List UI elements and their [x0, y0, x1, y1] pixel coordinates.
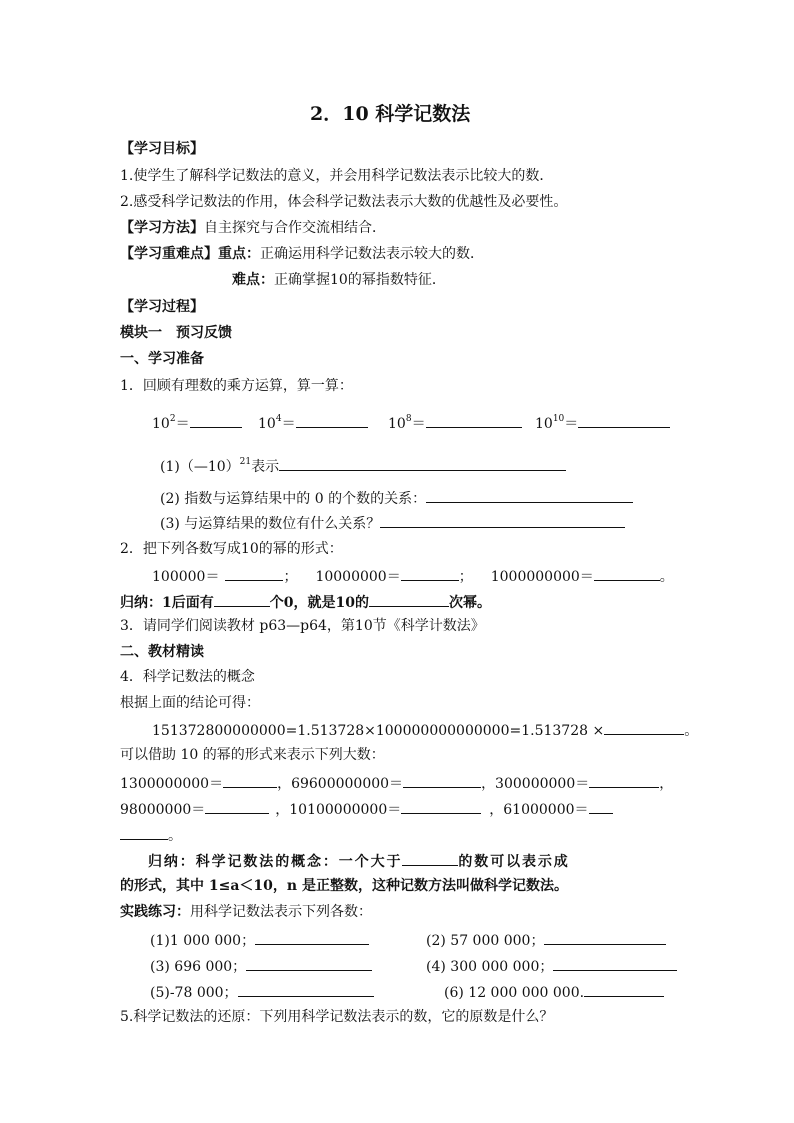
- practice-text: 用科学记数法表示下列各数：: [190, 904, 372, 920]
- equation-text: 151372800000000=1.513728×100000000000000=1.513728 ×: [152, 723, 605, 739]
- diff-text: 正确掌握10的幂指数特征．: [274, 272, 446, 288]
- answer-blank[interactable]: [578, 413, 670, 428]
- practice-item-2: [426, 930, 666, 950]
- answer-blank[interactable]: [401, 799, 481, 814]
- separator: ；: [283, 569, 298, 585]
- number-item: ，61000000＝: [489, 802, 589, 818]
- question-1: 1．回顾有理数的乘方运算，算一算：: [120, 378, 353, 394]
- section1-heading: 一、学习准备: [120, 351, 204, 367]
- large-numbers-row-1: [120, 773, 673, 793]
- practice-header: [120, 903, 372, 921]
- answer-blank[interactable]: [544, 930, 666, 945]
- keypoints-heading: 【学习重难点】: [120, 246, 218, 262]
- power-1: [152, 413, 242, 433]
- power-3: [388, 413, 522, 433]
- sub2-text: (2) 指数与运算结果中的 0 的个数的关系：: [160, 491, 427, 507]
- question-4: 4．科学记数法的概念: [120, 669, 255, 685]
- sub1-expression: (1)（—10）: [160, 459, 240, 475]
- power-base: 10: [388, 416, 406, 432]
- sub-question-1: [160, 456, 566, 476]
- answer-blank[interactable]: [426, 413, 522, 428]
- definition-text: 的数可以表示成: [458, 854, 570, 870]
- practice-label: (2) 57 000 000；: [426, 933, 545, 949]
- definition-text: 归纳：科学记数法的概念：一个大于: [148, 854, 403, 870]
- sub-question-2: [160, 488, 633, 508]
- section2-heading: 二、教材精读: [120, 644, 204, 660]
- power-exponent: 8: [405, 414, 412, 424]
- practice-item-4: [426, 956, 677, 976]
- answer-blank[interactable]: [255, 930, 369, 945]
- answer-blank[interactable]: [589, 799, 613, 814]
- practice-label: (4) 300 000 000；: [426, 959, 554, 975]
- answer-blank[interactable]: [279, 456, 566, 471]
- number-item: ，300000000＝: [481, 776, 590, 792]
- keypoint-line: [120, 245, 484, 263]
- equation-line: [152, 720, 698, 740]
- equals-sign: ＝: [411, 416, 426, 432]
- key-text: 正确运用科学记数法表示较大的数．: [260, 246, 484, 262]
- number-item: 98000000＝: [120, 802, 206, 818]
- sub3-text: (3) 与运算结果的数位有什么关系？: [160, 516, 381, 532]
- question-2-items: [152, 566, 674, 586]
- large-numbers-row-3: [120, 825, 182, 845]
- q2-item: 1000000000＝: [490, 569, 594, 585]
- answer-blank[interactable]: [205, 799, 269, 814]
- page-title: 2．10 科学记数法: [310, 103, 471, 125]
- power-base: 10: [535, 416, 553, 432]
- practice-label: 实践练习：: [120, 904, 190, 920]
- process-heading: 【学习过程】: [120, 299, 204, 315]
- separator: ，: [659, 776, 674, 792]
- answer-blank[interactable]: [403, 773, 481, 788]
- power-exponent: 2: [169, 414, 176, 424]
- power-2: [258, 413, 368, 433]
- practice-item-3: [150, 956, 372, 976]
- diff-label: 难点：: [232, 272, 274, 288]
- question-2: 2．把下列各数写成10的幂的形式：: [120, 541, 343, 557]
- answer-blank[interactable]: [369, 592, 449, 607]
- sub-question-3: [160, 513, 625, 533]
- summary-text: 次幂。: [448, 595, 491, 611]
- difficulty-line: [232, 271, 446, 289]
- method-heading: 【学习方法】: [120, 220, 204, 236]
- answer-blank[interactable]: [214, 592, 270, 607]
- answer-blank[interactable]: [594, 566, 660, 581]
- summary-text: 个0，就是10的: [269, 595, 369, 611]
- answer-blank[interactable]: [380, 513, 625, 528]
- answer-blank[interactable]: [238, 982, 374, 997]
- number-item: 1300000000＝: [120, 776, 224, 792]
- objective-1: 1.使学生了解科学记数法的意义，并会用科学记数法表示比较大的数．: [120, 168, 554, 184]
- answer-blank[interactable]: [190, 413, 242, 428]
- answer-blank[interactable]: [225, 566, 283, 581]
- answer-blank[interactable]: [296, 413, 368, 428]
- power-base: 10: [152, 416, 170, 432]
- objective-2: 2.感受科学记数法的作用，体会科学记数法表示大数的优越性及必要性。: [120, 194, 568, 210]
- practice-label: (6) 12 000 000 000.: [444, 985, 585, 1001]
- answer-blank[interactable]: [246, 956, 372, 971]
- large-numbers-row-2: [120, 799, 613, 819]
- module1-heading: 模块一 预习反馈: [120, 325, 232, 341]
- answer-blank[interactable]: [553, 956, 677, 971]
- power-4: [535, 413, 670, 433]
- practice-item-6: [444, 982, 664, 1002]
- practice-label: (3) 696 000；: [150, 959, 247, 975]
- question-5: 5.科学记数法的还原：下列用科学记数法表示的数，它的原数是什么？: [120, 1009, 554, 1025]
- equals-sign: ＝: [564, 416, 579, 432]
- q2-item: 100000＝: [152, 569, 220, 585]
- practice-item-1: [150, 930, 369, 950]
- answer-blank[interactable]: [120, 825, 168, 840]
- question-3: 3．请同学们阅读教材 p63—p64，第10节《科学计数法》: [120, 618, 485, 634]
- objectives-heading: 【学习目标】: [120, 141, 204, 157]
- method-line: [120, 219, 386, 237]
- number-item: ，69600000000＝: [277, 776, 404, 792]
- answer-blank[interactable]: [401, 566, 459, 581]
- answer-blank[interactable]: [223, 773, 277, 788]
- sub1-exponent: 21: [239, 457, 252, 467]
- practice-item-5: [150, 982, 374, 1002]
- equals-sign: ＝: [281, 416, 296, 432]
- method-text: 自主探究与合作交流相结合．: [204, 220, 386, 236]
- answer-blank[interactable]: [426, 488, 633, 503]
- answer-blank[interactable]: [584, 982, 664, 997]
- sub1-label: 表示: [251, 459, 280, 475]
- answer-blank[interactable]: [402, 851, 458, 866]
- large-numbers-prompt: 可以借助 10 的幂的形式来表示下列大数：: [120, 747, 385, 763]
- period: 。: [684, 723, 699, 739]
- power-base: 10: [258, 416, 276, 432]
- period: 。: [168, 828, 182, 844]
- q2-item: 10000000＝: [315, 569, 401, 585]
- practice-label: (1)1 000 000；: [150, 933, 256, 949]
- practice-label: (5)-78 000；: [150, 985, 238, 1001]
- definition-line-2: 的形式，其中 1≤a＜10，n 是正整数，这种记数方法叫做科学记数法。: [120, 878, 568, 894]
- summary-text: 归纳：1后面有: [120, 595, 214, 611]
- separator: 。: [659, 569, 674, 585]
- power-exponent: 10: [552, 414, 565, 424]
- key-label: 重点：: [218, 246, 260, 262]
- answer-blank[interactable]: [604, 720, 684, 735]
- separator: ；: [458, 569, 473, 585]
- answer-blank[interactable]: [589, 773, 659, 788]
- number-item: ，10100000000＝: [275, 802, 402, 818]
- power-exponent: 4: [275, 414, 282, 424]
- equals-sign: ＝: [175, 416, 190, 432]
- definition-line-1: [148, 851, 570, 871]
- intro-text: 根据上面的结论可得：: [120, 695, 260, 711]
- summary-line: [120, 592, 491, 612]
